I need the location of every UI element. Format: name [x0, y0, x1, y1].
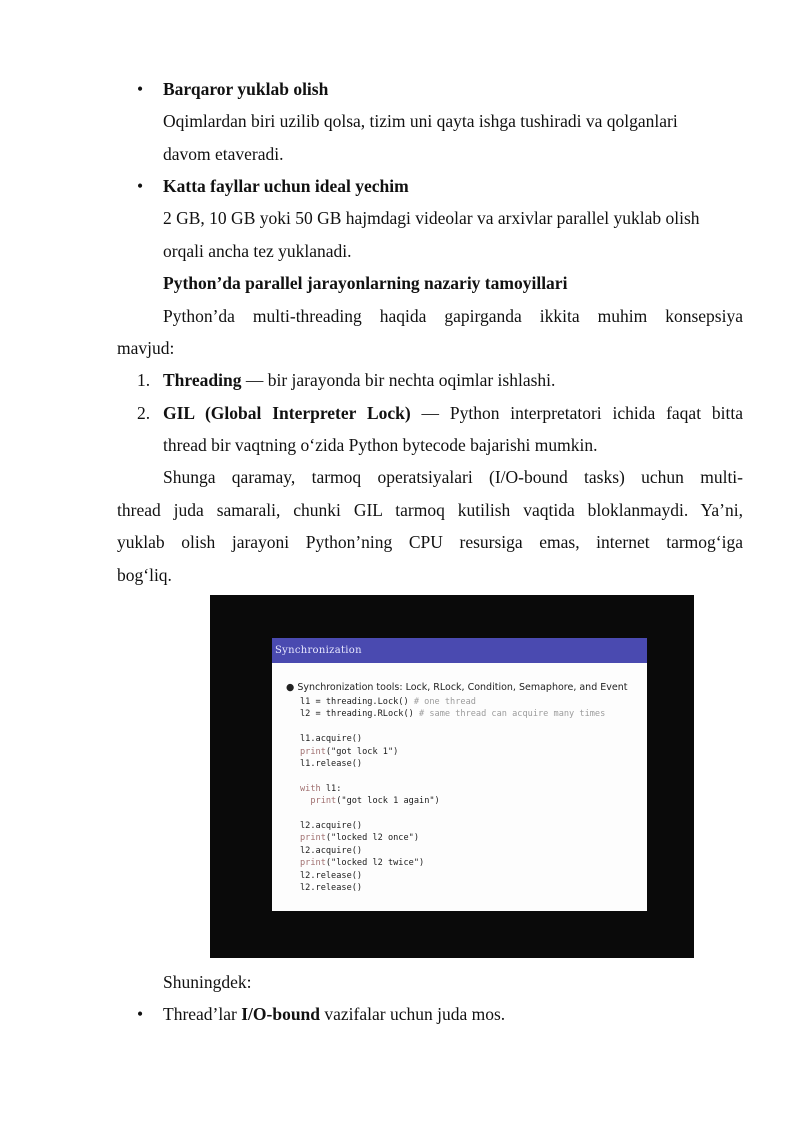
slide-frame — [272, 638, 647, 911]
bullet-title: Barqaror yuklab olish — [163, 79, 329, 99]
code-line: print("got lock 1 again") — [310, 796, 440, 807]
bullet-text: 2 GB, 10 GB yoki 50 GB hajmdagi videolar va arxivlar parallel yuklab olish — [163, 208, 700, 228]
section-heading: Python’da parallel jarayonlarning nazariy tamoyillari — [163, 273, 568, 293]
slide-title: Synchronization — [275, 645, 362, 656]
intro-text: Python’da multi-threading haqida gapirganda ikkita muhim konsepsiya — [163, 306, 743, 326]
bullet-text: Oqimlardan biri uzilib qolsa, tizim uni qayta ishga tushiradi va qolganlari — [163, 111, 678, 131]
paragraph-text: Shunga qaramay, tarmoq operatsiyalari (I/O-bound tasks) uchun multi- — [163, 467, 743, 487]
code-line: print("locked l2 once") — [300, 833, 420, 844]
code-line: l2.release() — [300, 883, 363, 894]
list-item: GIL (Global Interpreter Lock) — Python interpretatori ichida faqat bitta — [163, 403, 744, 423]
bullet-title: Katta fayllar uchun ideal yechim — [163, 176, 409, 196]
list-number: 1. — [137, 370, 151, 390]
code-line: l1 = threading.Lock() # one thread — [300, 697, 476, 707]
code-line: l1.release() — [300, 759, 363, 770]
code-line — [300, 770, 605, 782]
code-line: l2.release() — [300, 870, 363, 881]
paragraph-text: yuklab olish jarayoni Python’ning CPU resursiga emas, internet tarmog‘iga — [117, 532, 743, 552]
code-line: l2.acquire() — [300, 845, 363, 856]
slide-code — [300, 696, 605, 895]
bullet-dot: • — [137, 176, 144, 196]
code-line: l2 = threading.RLock() # same thread can acquire many times — [300, 709, 606, 720]
slide-bullet: ● Synchronization tools: Lock, RLock, Condition, Semaphore, and Event — [286, 682, 628, 693]
code-line — [300, 721, 605, 733]
slide-title-bar — [272, 638, 647, 663]
list-item: Threading — bir jarayonda bir nechta oqimlar ishlashi. — [163, 370, 556, 390]
bullet-text: orqali ancha tez yuklanadi. — [163, 241, 352, 261]
code-line — [300, 808, 605, 820]
bullet-dot: • — [137, 1004, 144, 1024]
code-line: with l1: — [300, 783, 342, 794]
paragraph-text: Shuningdek: — [163, 972, 252, 992]
bullet-text: Thread’lar I/O-bound vazifalar uchun juda mos. — [163, 1004, 506, 1024]
slide-image — [210, 595, 694, 958]
intro-text: mavjud: — [117, 338, 175, 358]
bullet-text: davom etaveradi. — [163, 144, 284, 164]
paragraph-text: thread juda samarali, chunki GIL tarmoq kutilish vaqtida bloklanmaydi. Ya’ni, — [117, 500, 743, 520]
code-line: l1.acquire() — [300, 734, 363, 745]
list-item-text: thread bir vaqtning o‘zida Python bytecode bajarishi mumkin. — [163, 435, 598, 455]
code-line: print("locked l2 twice") — [300, 858, 425, 869]
code-line: l2.acquire() — [300, 821, 363, 832]
bullet-dot: • — [137, 79, 144, 99]
paragraph-text: bog‘liq. — [117, 565, 172, 585]
code-line: print("got lock 1") — [300, 746, 399, 757]
list-number: 2. — [137, 403, 151, 423]
